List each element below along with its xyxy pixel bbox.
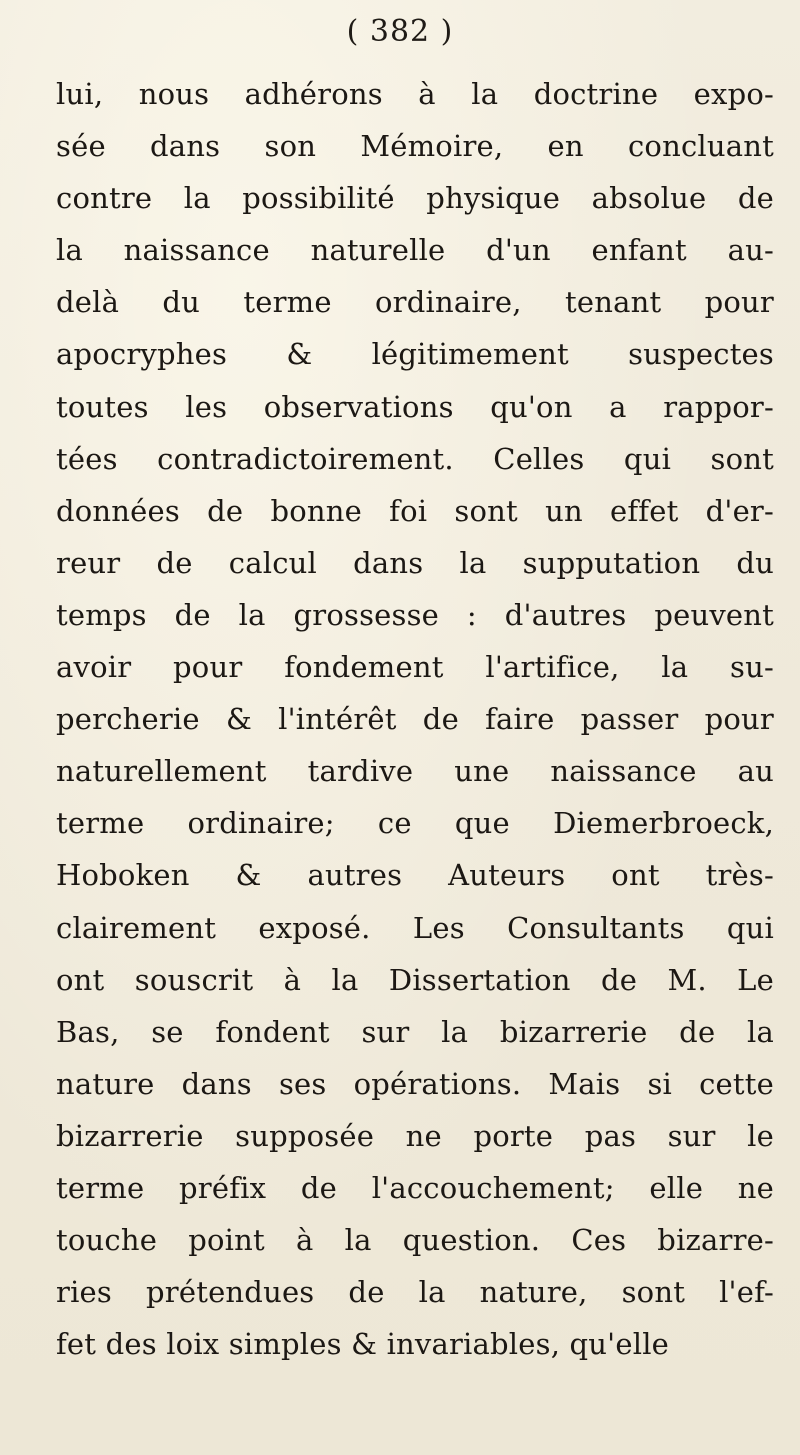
text-line: naturellement tardive une naissance au xyxy=(56,754,774,789)
text-line: reur de calcul dans la supputation du xyxy=(56,545,774,580)
text-line: clairement exposé. Les Consultants qui xyxy=(56,910,774,945)
text-line: terme préfix de l'accouchement; elle ne xyxy=(56,1170,774,1205)
page-body-text xyxy=(56,68,774,1370)
text-line: fet des loix simples & invariables, qu'elle xyxy=(56,1327,670,1362)
text-line: tées contradictoirement. Celles qui sont xyxy=(56,441,774,476)
text-line: toutes les observations qu'on a rappor- xyxy=(56,389,774,424)
text-line: temps de la grossesse : d'autres peuvent xyxy=(56,597,774,632)
text-line: sée dans son Mémoire, en concluant xyxy=(56,129,774,164)
text-line: nature dans ses opérations. Mais si cette xyxy=(56,1066,774,1101)
text-line: Hoboken & autres Auteurs ont très- xyxy=(56,858,774,893)
text-line: percherie & l'intérêt de faire passer pour xyxy=(56,702,774,737)
text-line: contre la possibilité physique absolue de xyxy=(56,181,774,216)
text-line: ont souscrit à la Dissertation de M. Le xyxy=(56,962,774,997)
text-line: lui, nous adhérons à la doctrine expo- xyxy=(56,77,774,111)
text-line: ries prétendues de la nature, sont l'ef- xyxy=(56,1275,774,1310)
text-line: terme ordinaire; ce que Diemerbroeck, xyxy=(56,806,774,841)
text-line: Bas, se fondent sur la bizarrerie de la xyxy=(56,1014,774,1049)
page-number-header: ( 382 ) xyxy=(346,14,454,49)
text-line: touche point à la question. Ces bizarre- xyxy=(56,1223,774,1258)
text-line: delà du terme ordinaire, tenant pour xyxy=(56,285,774,320)
text-line: données de bonne foi sont un effet d'er- xyxy=(56,493,774,528)
text-line: la naissance naturelle d'un enfant au- xyxy=(56,233,774,268)
text-line: avoir pour fondement l'artifice, la su- xyxy=(56,650,774,685)
text-line: apocryphes & légitimement suspectes xyxy=(56,337,774,372)
text-line: bizarrerie supposée ne porte pas sur le xyxy=(56,1118,774,1153)
